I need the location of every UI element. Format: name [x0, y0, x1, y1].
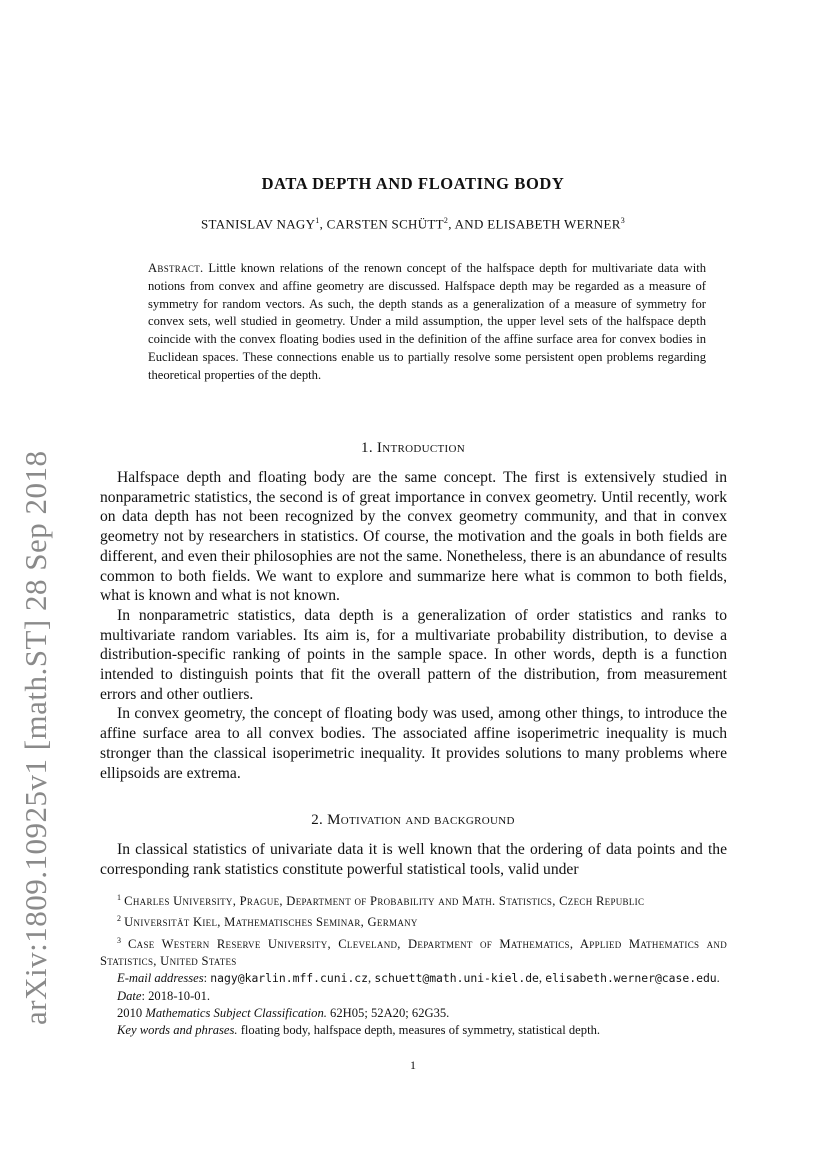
affiliation-text: Charles University, Prague, Department of Probability and Math. Statistics, Czech Republic: [124, 894, 645, 909]
footnotes: [100, 889, 727, 1039]
section-heading-introduction: 1. Introduction: [361, 440, 465, 456]
date-value: : 2018-10-01.: [141, 988, 211, 1003]
email-link[interactable]: nagy@karlin.mff.cuni.cz: [210, 971, 369, 986]
abstract-label: Abstract.: [148, 261, 204, 275]
msc-line: [100, 1005, 727, 1022]
email-label: E-mail addresses: [117, 971, 204, 986]
keywords-value: floating body, halfspace depth, measures of symmetry, statistical depth.: [237, 1022, 601, 1037]
motivation-body: [100, 840, 727, 879]
paper-title: DATA DEPTH AND FLOATING BODY: [261, 174, 565, 193]
footnote-1: [100, 889, 727, 910]
msc-prefix: 2010: [117, 1005, 146, 1020]
paragraph: In convex geometry, the concept of floating body was used, among other things, to introduce the affine surface area to all convex bodies. The associated affine isoperimetric inequality is much stronger than the classical isoperimetric inequality. It provides solutions to many problems where ellipsoids are extrema.: [100, 705, 727, 782]
date-label: Date: [117, 988, 142, 1003]
abstract: [148, 260, 706, 385]
section-heading-motivation: 2. Motivation and background: [311, 812, 515, 828]
arxiv-identifier-stamp: arXiv:1809.10925v1 [math.ST] 28 Sep 2018: [18, 450, 53, 1025]
abstract-text: Little known relations of the renown concept of the halfspace depth for multivariate data with notions from convex and affine geometry are discussed. Halfspace depth may be regarded as a measure of symmetry for random vectors. As such, the depth stands as a generalization of a measure of symmetry for convex sets, well studied in geometry. Under a mild assumption, the upper level sets of the halfspace depth coincide with the convex floating bodies used in the definition of the affine surface area for convex bodies in Euclidean spaces. These connections enable us to partially resolve some persistent open problems regarding theoretical properties of the depth.: [148, 261, 706, 382]
author-nagy: STANISLAV NAGY: [200, 216, 316, 232]
keywords-line: [100, 1022, 727, 1039]
footnote-mark: 1: [117, 893, 121, 902]
footnote-mark: 3: [117, 935, 121, 945]
paragraph: Halfspace depth and floating body are the same concept. The first is extensively studied in nonparametric statistics, the second is of great importance in convex geometry. Until recently, work on data depth has not been recognized by the convex geometry community, and that in convex geometry not by researchers in statistics. Of course, the motivation and the goals in both fields are different, and even their philosophies are not the same. Nonetheless, there is an abundance of results common to both fields. We want to explore and summarize here what is common to both fields, what is known and what is not known.: [100, 469, 727, 605]
footnote-mark: 2: [117, 914, 121, 924]
affiliation-text: Case Western Reserve University, Cleveland, Department of Mathematics, Applied Mathematics and Statistics, United States: [100, 936, 727, 969]
paragraph: In nonparametric statistics, data depth is a generalization of order statistics and ranks to multivariate random variables. Its aim is, for a multivariate probability distribution, to devise a distribution-specific ranking of points in the sample space. In other words, depth is a function intended to distinguish points that fit the overall pattern of the distribution, from measurement errors and other outliers.: [100, 606, 727, 703]
keywords-label: Key words and phrases.: [117, 1022, 238, 1037]
page-number: 1: [410, 1058, 416, 1072]
email-link[interactable]: elisabeth.werner@case.edu: [545, 971, 717, 986]
footnote-2: [100, 910, 727, 931]
paragraph: In classical statistics of univariate data it is well known that the ordering of data points and the corresponding rank statistics constitute powerful statistical tools, valid under: [100, 841, 727, 878]
date-line: [100, 988, 727, 1005]
affiliation-text: Universität Kiel, Mathematisches Seminar, Germany: [124, 915, 418, 930]
author-werner: , AND ELISABETH WERNER: [448, 216, 621, 232]
msc-value: 62H05; 52A20; 62G35.: [326, 1005, 450, 1020]
affiliation-mark: 1: [315, 216, 320, 225]
msc-label: Mathematics Subject Classification.: [145, 1005, 327, 1020]
email-addresses: E-mail addresses: nagy@karlin.mff.cuni.cz, schuett@math.uni-kiel.de, elisabeth.werner@case.edu.: [117, 971, 720, 986]
author-line: [0, 216, 826, 232]
email-link[interactable]: schuett@math.uni-kiel.de: [374, 971, 539, 986]
affiliation-mark: 2: [443, 216, 449, 225]
author-schutt: , CARSTEN SCHÜTT: [319, 216, 444, 232]
introduction-body: [100, 468, 727, 783]
affiliation-mark: 3: [620, 216, 626, 225]
footnote-3: [100, 932, 727, 971]
